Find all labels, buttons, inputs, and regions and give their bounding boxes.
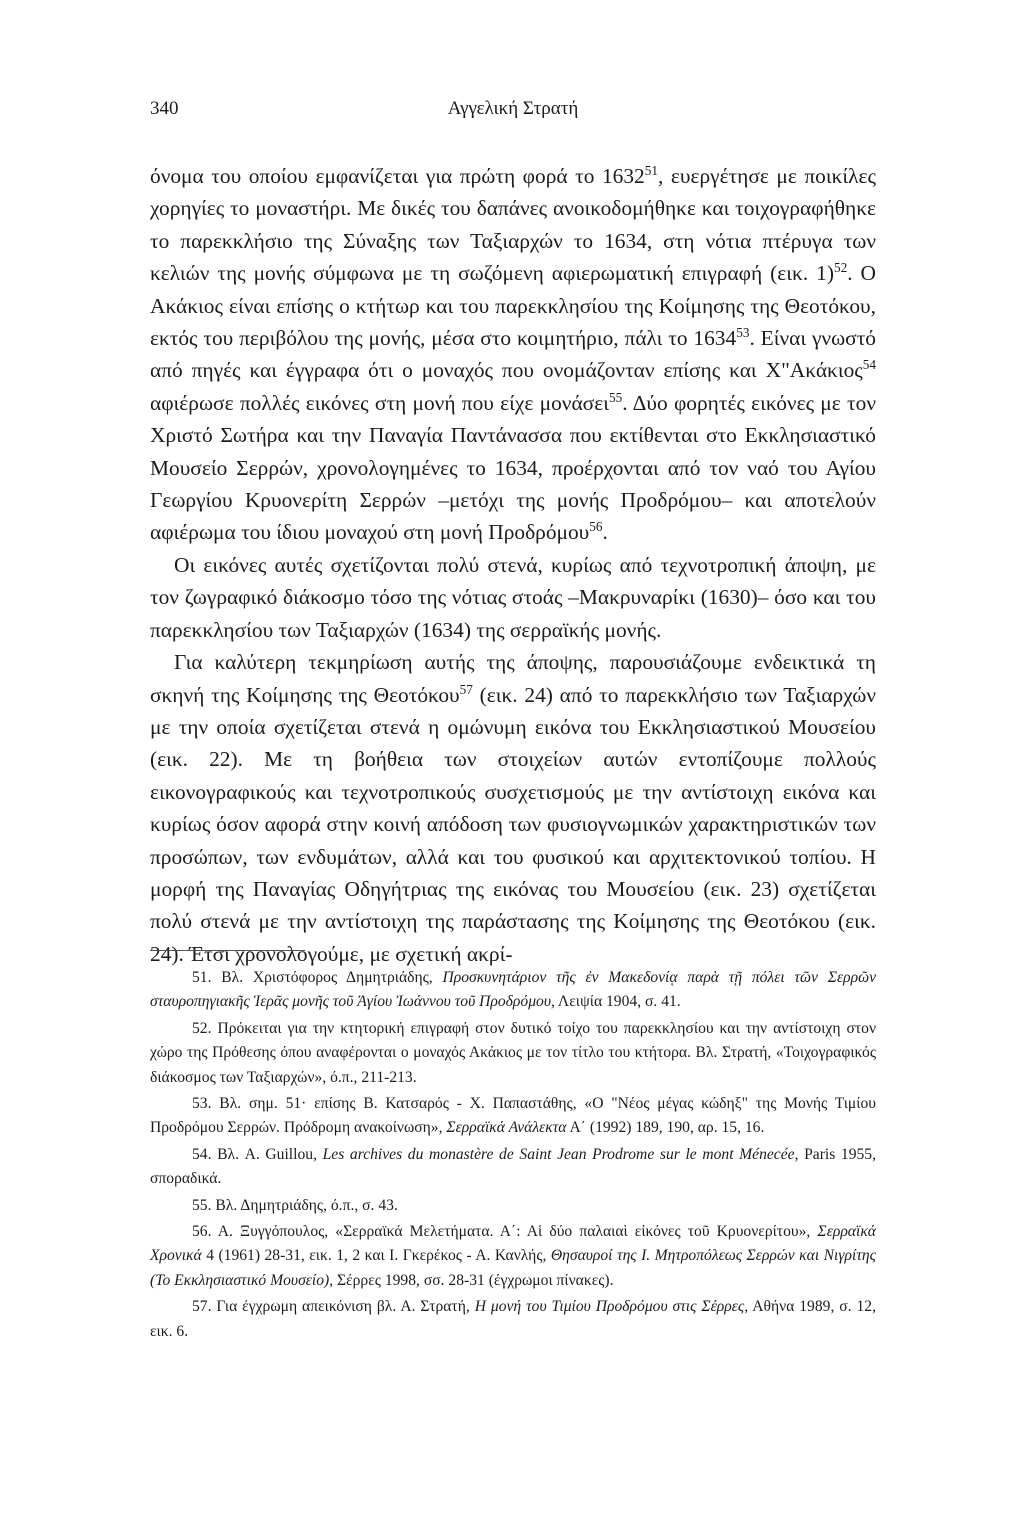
main-text [150, 160, 876, 970]
footnote-text: 4 (1961) 28-31, εικ. 1, 2 και Ι. Γκερέκος - Α. Κανλής, [201, 1247, 551, 1265]
footnote-ref-56: 56 [589, 519, 603, 535]
footnote-53 [150, 1092, 876, 1141]
footnote-title: Σερραϊκά Ανάλεκτα [446, 1119, 567, 1137]
page-header [150, 98, 876, 128]
text-run: αφιέρωσε πολλές εικόνες στη μονή που είχε μονάσει [150, 390, 609, 415]
footnote-text: , Paris 1955, σποραδικά. [150, 1145, 877, 1188]
footnote-text: 51. Βλ. Χριστόφορος Δημητριάδης, [192, 969, 443, 986]
footnote-ref-53: 53 [736, 324, 750, 340]
footnote-title: Η μονή του Τιμίου Προδρόμου στις Σέρρες [474, 1298, 745, 1316]
paragraph: Οι εικόνες αυτές σχετίζονται πολύ στενά, κυρίως από τεχνοτροπική άποψη, με τον ζωγραφικό διάκοσμο τόσο της νότιας στοάς –Μακρυναρίκι (1630)– όσο και του παρεκκλησίου των Ταξιαρχών (1634) της σερραϊκής μονής. [150, 552, 876, 642]
text-run: Για καλύτερη τεκμηρίωση αυτής της άποψης, παρουσιάζουμε ενδεικτικά τη σκηνή της Κοίμησης της Θεοτόκου [150, 650, 876, 707]
footnotes [150, 966, 876, 1346]
footnote-text: Α΄ (1992) 189, 190, αρ. 15, 16. [566, 1119, 765, 1137]
footnote-ref-51: 51 [644, 162, 658, 178]
footnote-text: 57. Για έγχρωμη απεικόνιση βλ. Α. Στρατή, [192, 1298, 475, 1316]
paragraph [150, 160, 876, 549]
running-head: Αγγελική Στρατή [447, 98, 579, 119]
footnote-title: Προσκυνητάριον τῆς ἐν Μακεδονίᾳ παρὰ τῇ πόλει τῶν Σερρῶν σταυροπηγιακῆς Ἱερᾶς μονῆς τοῦ Ἁγίου Ἰωάννου τοῦ Προδρόμου [150, 969, 877, 1011]
footnote-57 [150, 1295, 876, 1344]
footnote-51 [150, 966, 876, 1015]
footnote-text: 54. Βλ. A. Guillou, [192, 1145, 323, 1163]
text-run: . [602, 520, 608, 545]
footnote-text: , Αθήνα 1989, σ. 12, εικ. 6. [150, 1298, 876, 1340]
text-run: (εικ. 24) από το παρεκκλήσιο των Ταξιαρχών με την οποία σχετίζεται στενά η ομώνυμη εικόνα του Εκκλησιαστικού Μουσείου (εικ. 22). Με τη βοήθεια των στοιχείων αυτών εντοπίζουμε πολλούς εικονογραφικούς και τεχνοτροπικούς συσχετισμούς με την αντίστοιχη εικόνα και κυρίως όσον αφορά στην κοινή απόδοση των φυσιογνωμικών χαρακτηριστικών των προσώπων, των ενδυμάτων, αλλά και του φυσικού και αρχιτεκτονικού τοπίου. Η μορφή της Παναγίας Οδηγήτριας της εικόνας του Μουσείου (εικ. 23) σχετίζεται πολύ στενά με την αντίστοιχη της παράστασης της Κοίμησης της Θεοτόκου (εικ. 24). Έτσι χρονολογούμε, με σχετική ακρί- [150, 682, 876, 966]
footnote-ref-54: 54 [862, 357, 876, 373]
text-run: όνομα του οποίου εμφανίζεται για πρώτη φορά το 1632 [150, 164, 645, 188]
text-run: . Ο Ακάκιος είναι επίσης ο κτήτωρ και του παρεκκλησίου της Κοίμησης της Θεοτόκου, εκτός του περιβόλου της μονής, μέσα στο κοιμητήριο, πάλι το 1634 [150, 261, 876, 351]
footnote-title: Θησαυροί της Ι. Μητροπόλεως Σερρών και Νιγρίτης (Το Εκκλησιαστικό Μουσείο) [150, 1247, 876, 1289]
footnote-title: Les archives du monastère de Saint Jean Prodrome sur le mont Ménecée [322, 1145, 795, 1163]
footnote-ref-52: 52 [833, 260, 848, 276]
footnote-text: 53. Βλ. σημ. 51· επίσης Β. Κατσαρός - Χ. Παπαστάθης, «Ο "Νέος μέγας κώδηξ" της Μονής Τιμίου Προδρόμου Σερρών. Πρόδρομη ανακοίνωση», [150, 1095, 876, 1137]
page-number: 340 [150, 98, 179, 119]
text-run: , ευεργέτησε με ποικίλες χορηγίες το μοναστήρι. Με δικές του δαπάνες ανοικοδομήθηκε και τοιχογραφήθηκε το παρεκκλήσιο της Σύναξης των Ταξιαρχών το 1634, στη νότια πτέρυγα των κελιών της μονής σύμφωνα με τη σωζόμενη αφιερωματική επιγραφή (εικ. 1) [150, 164, 876, 286]
footnote-text: , Σέρρες 1998, σσ. 28-31 (έγχρωμοι πίνακες). [329, 1271, 614, 1289]
footnote-title: Σερραϊκά Χρονικά [150, 1223, 876, 1265]
footnote-54 [150, 1143, 876, 1192]
footnote-56 [150, 1220, 876, 1293]
footnote-text: , Λειψία 1904, σ. 41. [551, 993, 681, 1011]
footnote-52: 52. Πρόκειται για την κτητορική επιγραφή στον δυτικό τοίχο του παρεκκλησίου και την αντίστοιχη στον χώρο της Πρόθεσης όπου αναφέρονται ο μοναχός Ακάκιος με τον τίτλο του κτήτορα. Βλ. Στρατή, «Τοιχογραφικός διάκοσμος των Ταξιαρχών», ό.π., 211-213. [150, 1019, 876, 1086]
paragraph [150, 646, 876, 970]
footnote-divider [150, 950, 305, 951]
footnote-ref-57: 57 [459, 681, 473, 697]
footnote-text: 56. Α. Ξυγγόπουλος, «Σερραϊκά Μελετήματα. Α΄: Αἱ δύο παλαιαὶ εἰκόνες τοῦ Κρυονερίτου», [192, 1223, 818, 1241]
text-run: . Δύο φορητές εικόνες με τον Χριστό Σωτήρα και την Παναγία Παντάνασσα που εκτίθενται στο Εκκλησιαστικό Μουσείο Σερρών, χρονολογημένες το 1634, προέρχονται από τον ναό του Αγίου Γεωργίου Κρυονερίτη Σερρών –μετόχι της μονής Προδρόμου– και αποτελούν αφιέρωμα του ίδιου μοναχού στη μονή Προδρόμου [150, 390, 876, 545]
footnote-55: 55. Βλ. Δημητριάδης, ό.π., σ. 43. [192, 1196, 398, 1214]
footnote-ref-55: 55 [608, 389, 623, 405]
text-run: . Είναι γνωστό από πηγές και έγγραφα ότι ο μοναχός που ονομάζονταν επίσης και Χ"Ακάκιος [150, 326, 877, 383]
